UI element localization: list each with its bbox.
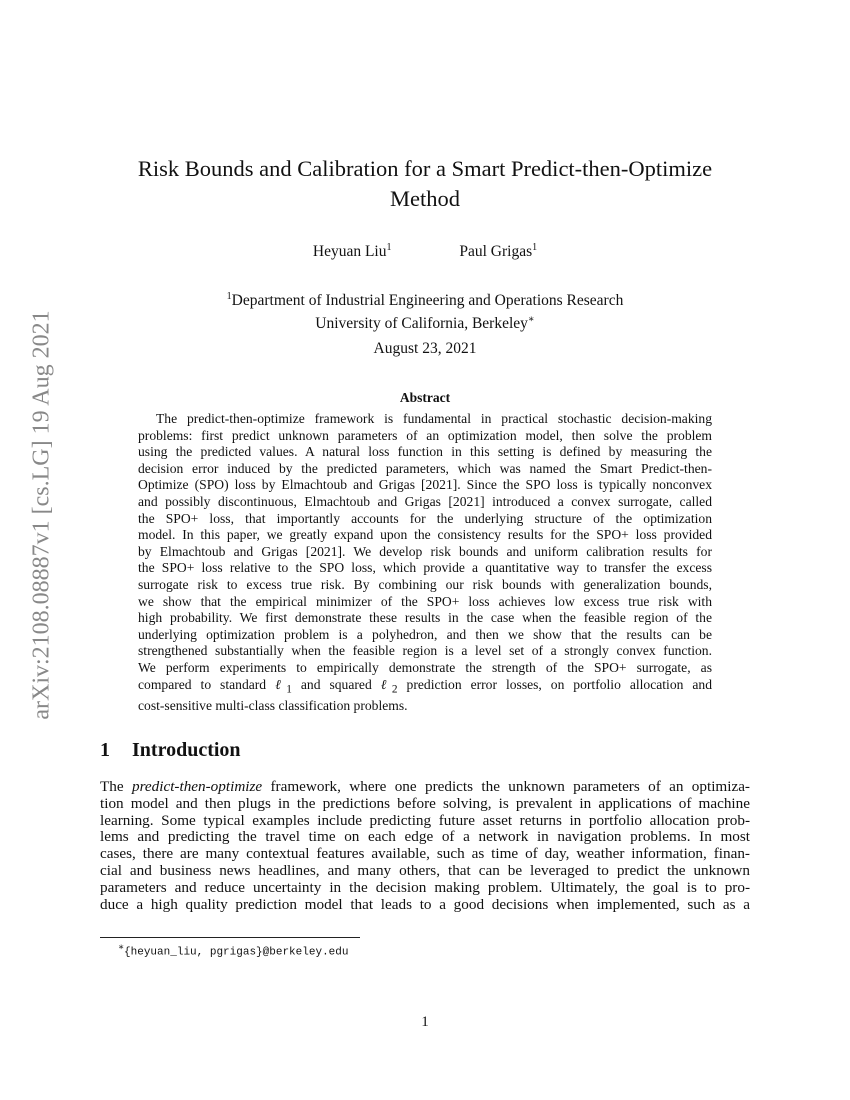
- affiliation: [0, 287, 850, 333]
- text: framework, where one predicts the unknown parameters of an optimiza-: [262, 778, 750, 795]
- title-line: Method: [390, 186, 460, 211]
- abstract-line: We perform experiments to empirically demonstrate the strength of the SPO+ surrogate, as: [138, 659, 712, 675]
- footnote: [118, 942, 348, 959]
- footnote-mark: ∗: [118, 943, 125, 954]
- abstract-line: The predict-then-optimize framework is fundamental in practical stochastic decision-making: [156, 411, 712, 426]
- intro-line: cial and business news headlines, and many others, that can be leveraged to predict the unknown: [100, 861, 750, 879]
- abstract-line: by Elmachtoub and Grigas [2021]. We develop risk bounds and uniform calibration results for: [138, 543, 712, 559]
- arxiv-sidebar-stamp: arXiv:2108.08887v1 [cs.LG] 19 Aug 2021: [28, 310, 55, 720]
- author-sup: 1: [532, 242, 538, 253]
- footnote-rule: [100, 937, 360, 938]
- abstract-line: underlying optimization problem is a polyhedron, and then we show that the results can be: [138, 626, 712, 642]
- authors: [0, 242, 850, 261]
- abstract-line: problems: first predict unknown parameters of an optimization model, then solve the problem: [138, 427, 712, 443]
- intro-line: tion model and then plugs in the predictions before solving, is prevalent in applications of machine: [100, 794, 750, 812]
- intro-paragraph: [100, 779, 750, 913]
- affiliation-univ: University of California, Berkeley: [315, 315, 528, 333]
- abstract-line: [138, 677, 712, 698]
- text: prediction error losses, on portfolio allocation and: [397, 676, 712, 692]
- abstract-line: Optimize (SPO) loss by Elmachtoub and Grigas [2021]. Since the SPO loss is typically nonconvex: [138, 477, 712, 493]
- subscript: 1: [286, 683, 292, 696]
- paper-date: August 23, 2021: [373, 340, 477, 357]
- intro-line: duce a high quality prediction model that leads to a good decisions when implemented, such as a: [100, 895, 750, 913]
- intro-line: lems and predicting the travel time on each edge of a network in navigation problems. In most: [100, 828, 750, 846]
- abstract-line: high probability. We first demonstrate these results in the case when the feasible region of the: [138, 610, 712, 626]
- section-title: Introduction: [132, 739, 241, 761]
- intro-line: [100, 779, 750, 796]
- ell-symbol: ℓ: [275, 676, 287, 692]
- abstract-body: [138, 411, 712, 714]
- subscript: 2: [391, 683, 398, 696]
- abstract-line: strengthened substantially when the feasible region is a level set of a strongly convex function.: [138, 643, 712, 659]
- author-sup: 1: [386, 242, 392, 253]
- abstract-line: we show that the empirical minimizer of the SPO+ loss achieves low excess true risk with: [138, 593, 712, 609]
- abstract-line: model. In this paper, we greatly expand upon the consistency results for the SPO+ loss provided: [138, 527, 712, 543]
- text: compared to standard: [138, 676, 276, 692]
- page-number: 1: [421, 1014, 429, 1030]
- paper-title: [0, 154, 850, 214]
- section-number: 1: [100, 739, 110, 761]
- abstract-line: and possibly discontinuous, Elmachtoub and Grigas [2021] introduced a convex surrogate, called: [138, 493, 712, 509]
- abstract-line: the SPO+ loss, that importantly accounts for the underlying structure of the optimization: [138, 510, 712, 526]
- abstract-line: cost-sensitive multi-class classification problems.: [138, 697, 408, 713]
- abstract-line: surrogate risk to excess true risk. By combining our risk bounds with generalization bounds,: [138, 576, 712, 592]
- abstract-line: decision error induced by the predicted parameters, which was named the Smart Predict-then-: [138, 460, 712, 476]
- author-name: Heyuan Liu: [312, 243, 387, 261]
- intro-line: cases, there are many contextual features available, such as time of day, weather information, finan-: [100, 845, 750, 863]
- footnote-mark: ∗: [527, 314, 535, 326]
- text: and squared: [291, 676, 381, 692]
- emphasis: predict-then-optimize: [131, 778, 263, 795]
- affiliation-sup: 1: [226, 291, 232, 302]
- title-line: Risk Bounds and Calibration for a Smart Predict-then-Optimize: [137, 156, 713, 181]
- abstract-line: using the predicted values. A natural loss function in this setting is defined by measuring the: [138, 444, 712, 460]
- author-name: Paul Grigas: [459, 243, 533, 261]
- section-heading: [100, 739, 241, 762]
- author: [313, 242, 392, 261]
- abstract-heading: Abstract: [399, 390, 451, 405]
- abstract-line: the SPO+ loss relative to the SPO loss, which provide a quantitative way to transfer the excess: [138, 560, 712, 576]
- footnote-email: {heyuan_liu, pgrigas}@berkeley.edu: [124, 946, 349, 959]
- intro-line: learning. Some typical examples include predicting future asset returns in portfolio allocation prob-: [100, 811, 750, 829]
- ell-symbol: ℓ: [380, 676, 392, 692]
- intro-line: parameters and reduce uncertainty in the decision making problem. Ultimately, the goal is to pro-: [100, 878, 750, 896]
- author: [459, 242, 537, 261]
- affiliation-dept: Department of Industrial Engineering and Operations Research: [231, 292, 624, 310]
- text: The: [100, 778, 132, 795]
